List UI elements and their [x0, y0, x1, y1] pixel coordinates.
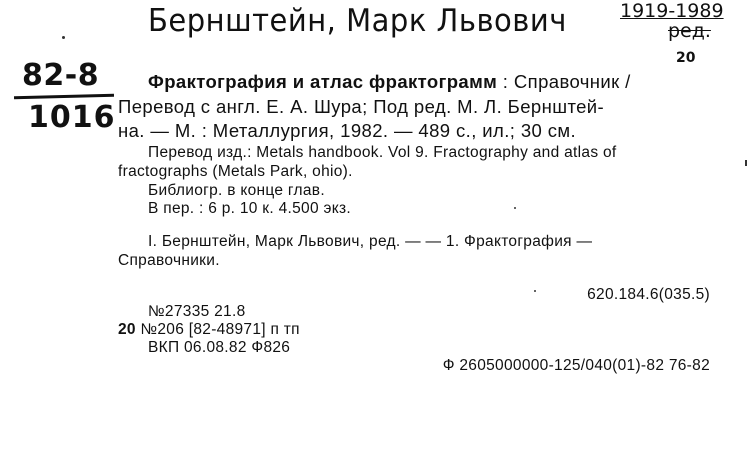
bottom-code: Ф 2605000000-125/040(01)-82 76-82 — [442, 357, 710, 374]
udc-code: 620.184.6(035.5) — [587, 286, 710, 303]
speck — [514, 207, 516, 209]
tracing-line-2: Справочники. — [118, 252, 220, 269]
speck — [745, 160, 747, 166]
registration-line-1: №27335 21.8 — [148, 303, 246, 320]
speck — [534, 290, 536, 292]
registration-line-3: ВКП 06.08.82 Ф826 — [148, 339, 291, 356]
corner-mark: 20 — [676, 50, 696, 66]
handwritten-author: Бернштейн, Марк Львович — [148, 2, 567, 39]
book-title: Фрактография и атлас фрактограмм — [148, 71, 498, 92]
book-title-rest: : Справочник / — [497, 71, 631, 92]
shelf-mark-top: 82-8 — [22, 58, 100, 93]
handwritten-struck-word: ред. — [668, 20, 711, 42]
registration-line-2 — [118, 321, 300, 339]
handwritten-years: 1919-1989 — [620, 0, 724, 22]
registration-number: 20 — [118, 321, 136, 338]
registration-rest: №206 [82-48971] п тп — [135, 321, 300, 338]
shelf-mark-bottom: 1016 — [28, 100, 116, 135]
bibliography-note: Библиогр. в конце глав. — [148, 182, 325, 199]
speck — [62, 36, 65, 39]
price-note: В пер. : 6 р. 10 к. 4.500 экз. — [148, 200, 351, 217]
tracing-line-1: I. Бернштейн, Марк Львович, ред. — — 1. Фрактография — — [148, 233, 593, 250]
shelf-mark-divider — [14, 94, 114, 100]
entry-line-2: Перевод с англ. Е. А. Шура; Под ред. М. Л. Бернштей- — [118, 96, 605, 117]
entry-line-3: на. — М. : Металлургия, 1982. — 489 с., ил.; 30 см. — [118, 120, 577, 141]
translation-note-1: Перевод изд.: Metals handbook. Vol 9. Fractography and atlas of — [148, 144, 617, 161]
entry-line-1 — [148, 71, 631, 93]
translation-note-2: fractographs (Metals Park, ohio). — [118, 163, 353, 180]
